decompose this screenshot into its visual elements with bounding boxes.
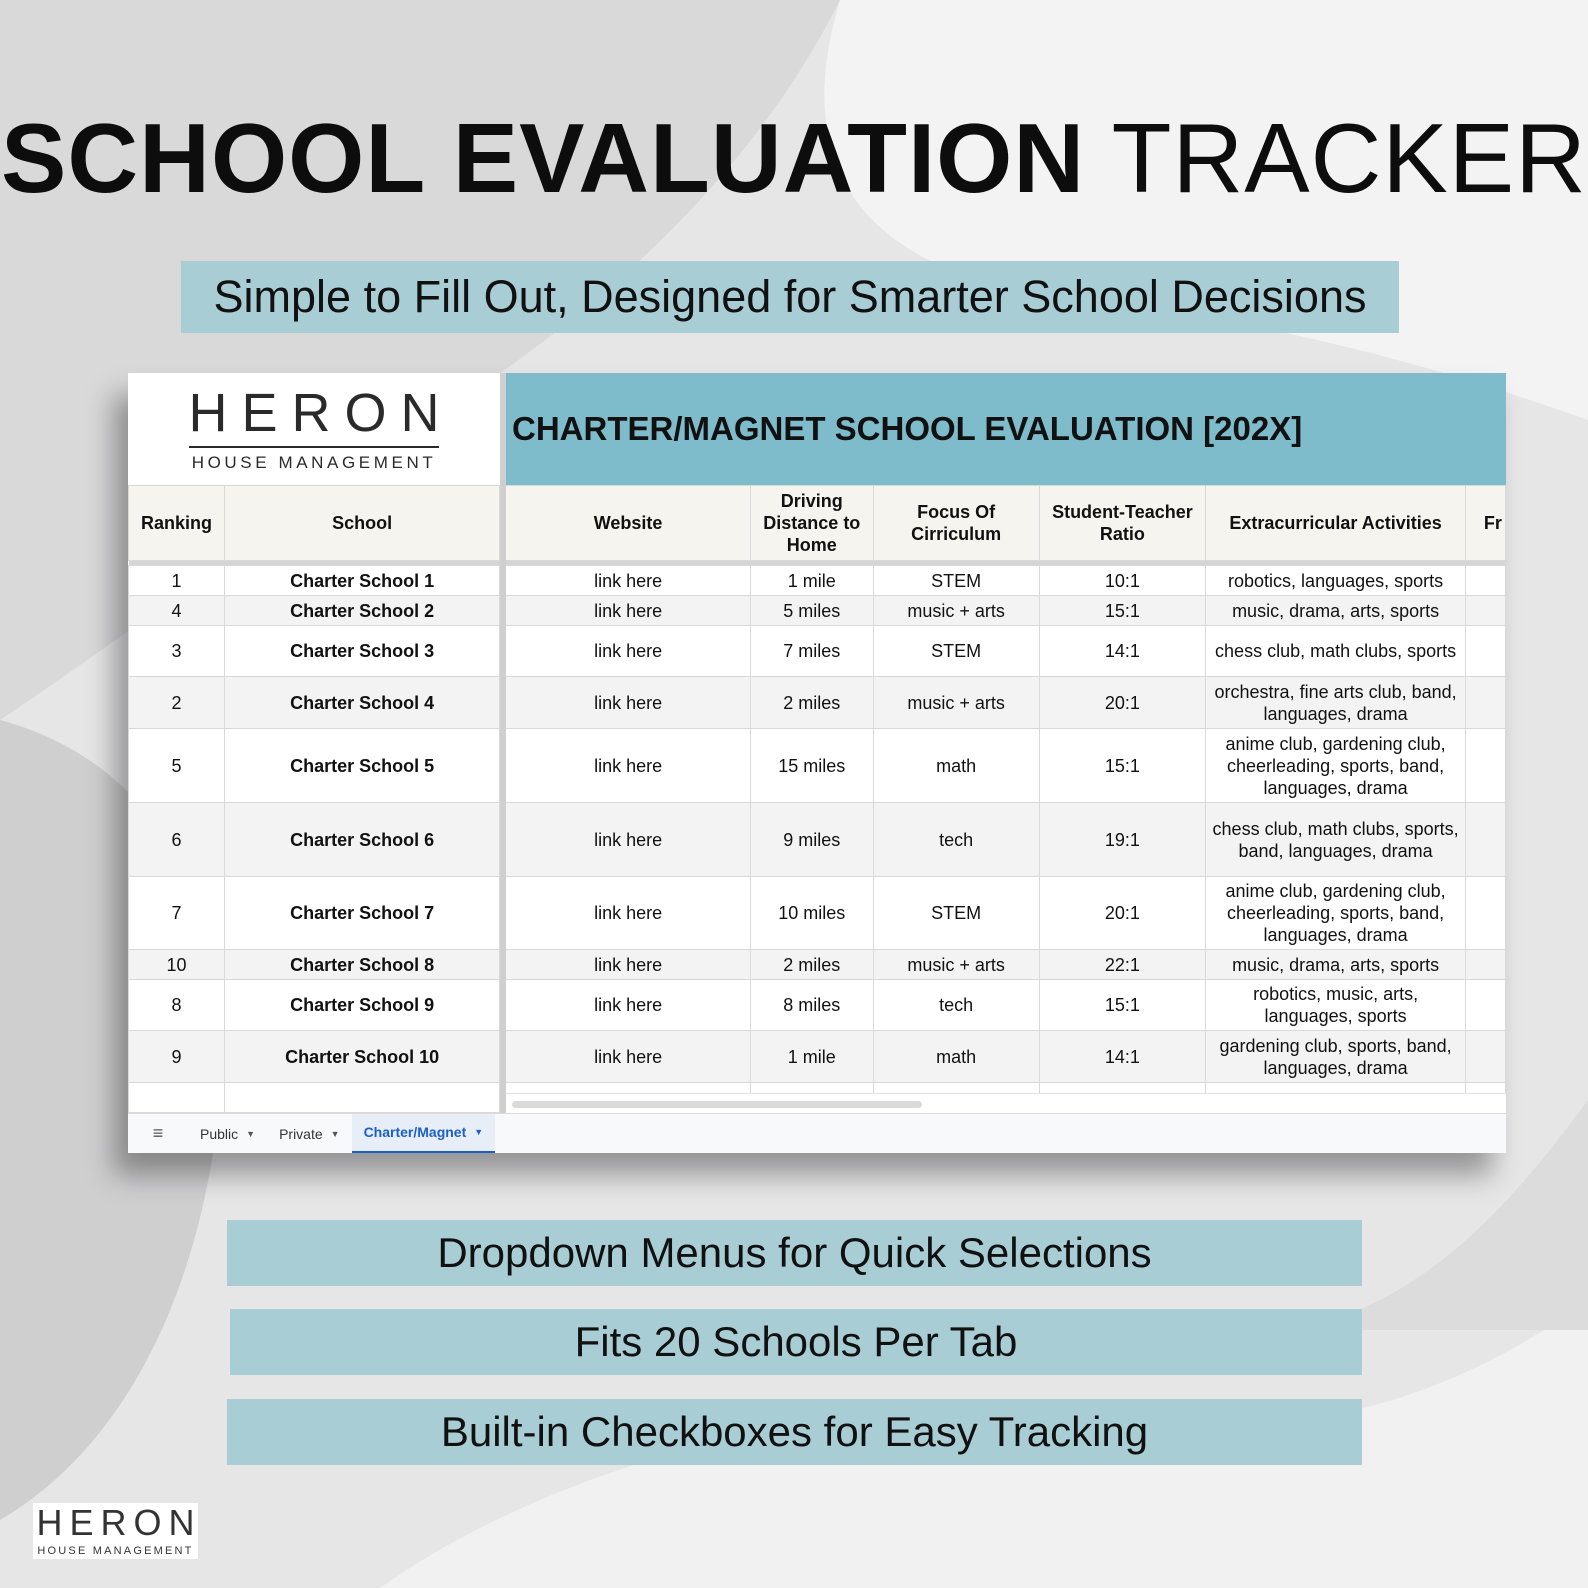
cell-activities[interactable]: chess club, math clubs, sports bbox=[1206, 626, 1466, 677]
column-header-school[interactable]: School bbox=[224, 486, 499, 561]
sheet-logo bbox=[128, 373, 500, 485]
cell-activities[interactable]: robotics, music, arts, languages, sports bbox=[1206, 980, 1466, 1031]
table-row bbox=[129, 596, 1506, 626]
cell-school[interactable]: Charter School 6 bbox=[224, 803, 499, 877]
cell-activities[interactable]: music, drama, arts, sports bbox=[1206, 950, 1466, 980]
cell-focus[interactable]: math bbox=[873, 1031, 1039, 1083]
cell-website[interactable]: link here bbox=[506, 626, 751, 677]
caret-down-icon[interactable]: ▼ bbox=[474, 1127, 484, 1137]
sheet-tab-bar bbox=[128, 1113, 1506, 1153]
cell-website[interactable]: link here bbox=[506, 677, 751, 729]
cell-school[interactable]: Charter School 10 bbox=[224, 1031, 499, 1083]
cell-focus[interactable]: music + arts bbox=[873, 596, 1039, 626]
corner-logo-tagline: HOUSE MANAGEMENT bbox=[37, 1545, 194, 1557]
cell-cut-off[interactable] bbox=[1465, 729, 1505, 803]
feature-banner-checkboxes: Built-in Checkboxes for Easy Tracking bbox=[227, 1399, 1362, 1465]
cell-distance[interactable]: 9 miles bbox=[750, 803, 873, 877]
scrollbar-thumb[interactable] bbox=[512, 1101, 922, 1108]
cell-ranking[interactable]: 3 bbox=[129, 626, 225, 677]
cell-activities[interactable]: anime club, gardening club, cheerleading, sports, band, languages, drama bbox=[1206, 729, 1466, 803]
frozen-column-divider[interactable] bbox=[500, 373, 506, 1113]
cell-distance[interactable]: 2 miles bbox=[750, 677, 873, 729]
spreadsheet-preview bbox=[128, 373, 1506, 1153]
tab-label: Private bbox=[279, 1125, 323, 1142]
cell-ratio[interactable]: 15:1 bbox=[1039, 980, 1206, 1031]
column-header-activities[interactable]: Extracurricular Activities bbox=[1206, 486, 1466, 561]
main-title bbox=[0, 102, 1588, 215]
cell-ranking[interactable]: 9 bbox=[129, 1031, 225, 1083]
cell-focus[interactable]: STEM bbox=[873, 566, 1039, 596]
cell-ranking[interactable]: 10 bbox=[129, 950, 225, 980]
cell-focus[interactable]: tech bbox=[873, 980, 1039, 1031]
cell-focus[interactable]: STEM bbox=[873, 877, 1039, 950]
logo-divider bbox=[189, 446, 439, 448]
cell-distance[interactable]: 5 miles bbox=[750, 596, 873, 626]
tab-label: Charter/Magnet bbox=[363, 1124, 467, 1140]
cell-activities[interactable]: gardening club, sports, band, languages, drama bbox=[1206, 1031, 1466, 1083]
cell-ranking[interactable]: 1 bbox=[129, 566, 225, 596]
cell-ranking[interactable]: 5 bbox=[129, 729, 225, 803]
column-header-ranking[interactable]: Ranking bbox=[129, 486, 225, 561]
cell-ratio[interactable]: 10:1 bbox=[1039, 566, 1206, 596]
cell-school[interactable]: Charter School 4 bbox=[224, 677, 499, 729]
cell-ranking[interactable]: 4 bbox=[129, 596, 225, 626]
table-row bbox=[129, 803, 1506, 877]
cell-focus[interactable]: music + arts bbox=[873, 677, 1039, 729]
table-row bbox=[129, 566, 1506, 596]
cell-website[interactable]: link here bbox=[506, 877, 751, 950]
feature-banner-dropdowns: Dropdown Menus for Quick Selections bbox=[227, 1220, 1362, 1286]
feature-banner-capacity: Fits 20 Schools Per Tab bbox=[230, 1309, 1362, 1375]
cell-cut-off[interactable] bbox=[1465, 877, 1505, 950]
table-row bbox=[129, 729, 1506, 803]
cell-school[interactable]: Charter School 8 bbox=[224, 950, 499, 980]
logo-tagline: HOUSE MANAGEMENT bbox=[191, 452, 437, 472]
cell-ranking[interactable]: 7 bbox=[129, 877, 225, 950]
sheet-title[interactable]: CHARTER/MAGNET SCHOOL EVALUATION [202X] bbox=[506, 373, 1506, 485]
cell-website[interactable]: link here bbox=[506, 950, 751, 980]
cell-distance[interactable]: 10 miles bbox=[750, 877, 873, 950]
cell-ratio[interactable]: 20:1 bbox=[1039, 677, 1206, 729]
subtitle-banner: Simple to Fill Out, Designed for Smarter School Decisions bbox=[181, 261, 1399, 333]
column-header-focus[interactable]: Focus Of Cirriculum bbox=[873, 486, 1039, 561]
table-row bbox=[129, 980, 1506, 1031]
cell-distance[interactable]: 7 miles bbox=[750, 626, 873, 677]
cell-distance[interactable]: 15 miles bbox=[750, 729, 873, 803]
table-row bbox=[129, 1031, 1506, 1083]
cell-activities[interactable]: music, drama, arts, sports bbox=[1206, 596, 1466, 626]
table-row bbox=[129, 877, 1506, 950]
caret-down-icon[interactable]: ▼ bbox=[246, 1128, 256, 1139]
corner-logo-heron: HERON bbox=[36, 1502, 202, 1543]
corner-logo bbox=[33, 1502, 202, 1559]
cell-activities[interactable]: chess club, math clubs, sports, band, languages, drama bbox=[1206, 803, 1466, 877]
cell-school[interactable]: Charter School 9 bbox=[224, 980, 499, 1031]
evaluation-table bbox=[128, 485, 1506, 1113]
cell-school[interactable]: Charter School 3 bbox=[224, 626, 499, 677]
cell-ratio[interactable]: 14:1 bbox=[1039, 626, 1206, 677]
column-header-cut-off[interactable]: Fr bbox=[1465, 486, 1505, 561]
tab-charter-magnet[interactable] bbox=[352, 1114, 496, 1154]
cell-cut-off[interactable] bbox=[1465, 1031, 1505, 1083]
cell-activities[interactable]: orchestra, fine arts club, band, languages, drama bbox=[1206, 677, 1466, 729]
cell-ratio[interactable]: 19:1 bbox=[1039, 803, 1206, 877]
cell-school[interactable]: Charter School 5 bbox=[224, 729, 499, 803]
horizontal-scrollbar[interactable] bbox=[506, 1093, 1506, 1113]
tab-private[interactable] bbox=[267, 1114, 352, 1154]
caret-down-icon[interactable]: ▼ bbox=[330, 1128, 340, 1139]
cell-school[interactable]: Charter School 7 bbox=[224, 877, 499, 950]
cell-website[interactable]: link here bbox=[506, 980, 751, 1031]
logo-heron-text: HERON bbox=[188, 382, 454, 443]
cell-website[interactable]: link here bbox=[506, 596, 751, 626]
cell-website[interactable]: link here bbox=[506, 803, 751, 877]
table-row bbox=[129, 950, 1506, 980]
cell-cut-off[interactable] bbox=[1465, 950, 1505, 980]
tab-public[interactable] bbox=[188, 1114, 267, 1154]
cell-ranking[interactable] bbox=[129, 1083, 225, 1113]
cell-ranking[interactable]: 6 bbox=[129, 803, 225, 877]
main-title-bold: SCHOOL EVALUATION bbox=[1, 103, 1086, 213]
cell-distance[interactable]: 8 miles bbox=[750, 980, 873, 1031]
cell-activities[interactable]: robotics, languages, sports bbox=[1206, 566, 1466, 596]
table-row bbox=[129, 626, 1506, 677]
cell-distance[interactable]: 1 mile bbox=[750, 566, 873, 596]
cell-focus[interactable]: tech bbox=[873, 803, 1039, 877]
cell-focus[interactable]: math bbox=[873, 729, 1039, 803]
tab-label: Public bbox=[200, 1125, 239, 1142]
cell-cut-off[interactable] bbox=[1465, 566, 1505, 596]
main-title-light: TRACKER bbox=[1111, 103, 1587, 213]
cell-ratio[interactable]: 14:1 bbox=[1039, 1031, 1206, 1083]
cell-cut-off[interactable] bbox=[1465, 677, 1505, 729]
column-header-distance[interactable]: Driving Distance to Home bbox=[750, 486, 873, 561]
cell-website[interactable]: link here bbox=[506, 566, 751, 596]
cell-activities[interactable]: anime club, gardening club, cheerleading, sports, band, languages, drama bbox=[1206, 877, 1466, 950]
cell-distance[interactable]: 2 miles bbox=[750, 950, 873, 980]
cell-website[interactable]: link here bbox=[506, 729, 751, 803]
cell-school[interactable]: Charter School 2 bbox=[224, 596, 499, 626]
cell-cut-off[interactable] bbox=[1465, 803, 1505, 877]
cell-school[interactable] bbox=[224, 1083, 499, 1113]
cell-ratio[interactable]: 22:1 bbox=[1039, 950, 1206, 980]
cell-ratio[interactable]: 15:1 bbox=[1039, 729, 1206, 803]
column-header-website[interactable]: Website bbox=[506, 486, 751, 561]
cell-school[interactable]: Charter School 1 bbox=[224, 566, 499, 596]
cell-website[interactable]: link here bbox=[506, 1031, 751, 1083]
cell-ratio[interactable]: 15:1 bbox=[1039, 596, 1206, 626]
column-header-ratio[interactable]: Student-Teacher Ratio bbox=[1039, 486, 1206, 561]
table-row bbox=[129, 677, 1506, 729]
cell-focus[interactable]: STEM bbox=[873, 626, 1039, 677]
cell-cut-off[interactable] bbox=[1465, 626, 1505, 677]
cell-distance[interactable]: 1 mile bbox=[750, 1031, 873, 1083]
cell-ranking[interactable]: 8 bbox=[129, 980, 225, 1031]
all-sheets-menu-icon[interactable]: ≡ bbox=[152, 1123, 164, 1143]
cell-cut-off[interactable] bbox=[1465, 596, 1505, 626]
cell-ratio[interactable]: 20:1 bbox=[1039, 877, 1206, 950]
cell-ranking[interactable]: 2 bbox=[129, 677, 225, 729]
cell-focus[interactable]: music + arts bbox=[873, 950, 1039, 980]
cell-cut-off[interactable] bbox=[1465, 980, 1505, 1031]
